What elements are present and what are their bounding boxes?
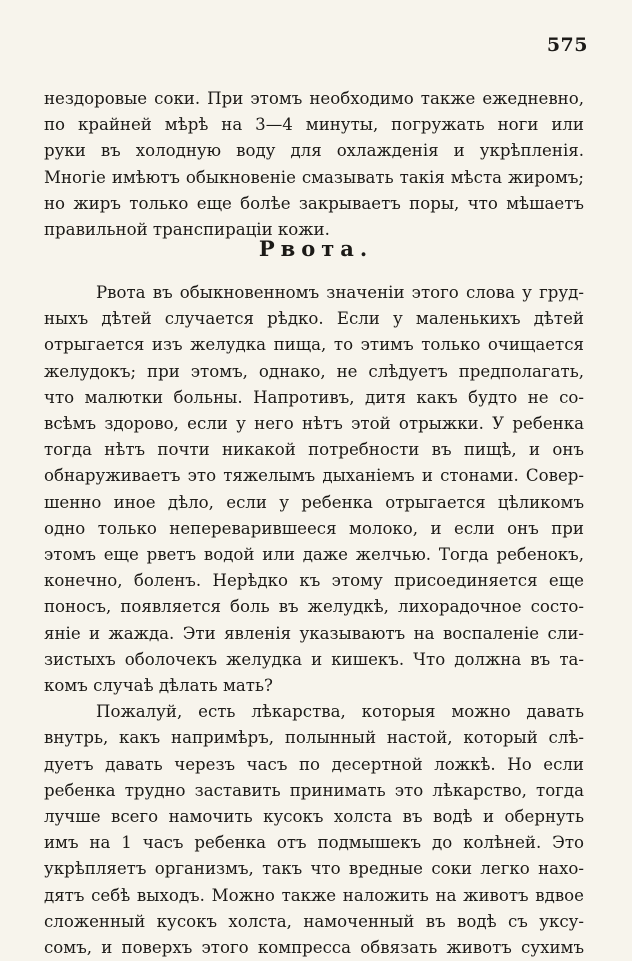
text-line: шенно иное дѣло, если у ребенка отрыгается цѣликомъ <box>44 492 584 512</box>
text-line: одно только непереварившееся молоко, и если онъ при <box>44 518 584 538</box>
text-line: ныхъ дѣтей случается рѣдко. Если у маленькихъ дѣтей <box>44 309 584 329</box>
text-line: всѣмъ здорово, если у него нѣтъ этой отрыжки. У ребенка <box>44 414 584 434</box>
text-line: желудокъ; при этомъ, однако, не слѣдуетъ предполагать, <box>44 361 584 381</box>
text-line: отрыгается изъ желудка пища, то этимъ только очищается <box>44 335 584 355</box>
text-line: обнаруживаетъ это тяжелымъ дыханіемъ и стонами. Совер- <box>44 466 584 486</box>
text-line: ребенка трудно заставить принимать это лѣкарство, тогда <box>44 780 584 800</box>
text-line: внутрь, какъ напримѣръ, полынный настой, который слѣ- <box>44 728 584 748</box>
text-line: по крайней мѣрѣ на 3—4 минуты, погружать ноги или <box>44 115 584 135</box>
text-line: сложенный кусокъ холста, намоченный въ водѣ съ уксу- <box>44 911 584 931</box>
text-line: что малютки больны. Напротивъ, дитя какъ будто не со- <box>44 387 584 407</box>
text-line: дятъ себѣ выходъ. Можно также наложить на животъ вдвое <box>44 885 584 905</box>
text-line: этомъ еще рветъ водой или даже желчью. Тогда ребенокъ, <box>44 545 584 565</box>
text-line: зистыхъ оболочекъ желудка и кишекъ. Что должна въ та- <box>44 649 584 669</box>
text-line: нездоровые соки. При этомъ необходимо также ежедневно, <box>44 89 584 108</box>
text-line: яніе и жажда. Эти явленія указываютъ на воспаленіе сли- <box>44 623 584 643</box>
text-line: но жиръ только еще болѣе закрываетъ поры, что мѣшаетъ <box>44 193 584 213</box>
text-line: имъ на 1 часъ ребенка отъ подмышекъ до колѣней. Это <box>44 833 584 853</box>
text-line: укрѣпляетъ организмъ, такъ что вредные соки легко нахо- <box>44 859 584 879</box>
text-line: конечно, боленъ. Нерѣдко къ этому присоединяется еще <box>44 571 584 591</box>
text-line: сомъ, и поверхъ этого компресса обвязать животъ сухимъ <box>44 938 584 958</box>
text-line: правильной транспираціи кожи. <box>44 220 330 240</box>
page-number: 575 <box>546 34 588 56</box>
text-line: Пожалуй, есть лѣкарства, которыя можно давать <box>96 702 584 722</box>
text-line: комъ случаѣ дѣлать мать? <box>44 676 273 696</box>
text-line: Рвота въ обыкновенномъ значеніи этого слова у груд- <box>96 283 584 302</box>
text-line: лучше всего намочить кусокъ холста въ водѣ и обернуть <box>44 807 584 827</box>
section-heading: Рвота. <box>258 236 374 261</box>
top-paragraph <box>44 86 584 243</box>
main-text <box>44 280 584 961</box>
text-line: Многіе имѣютъ обыкновеніе смазывать такія мѣста жиромъ; <box>44 167 584 187</box>
text-line: дуетъ давать черезъ часъ по десертной ложкѣ. Но если <box>44 754 584 774</box>
text-line: поносъ, появляется боль въ желудкѣ, лихорадочное состо- <box>44 597 584 617</box>
text-line: тогда нѣтъ почти никакой потребности въ пищѣ, и онъ <box>44 440 584 460</box>
text-line: руки въ холодную воду для охлажденія и укрѣпленія. <box>44 141 584 161</box>
